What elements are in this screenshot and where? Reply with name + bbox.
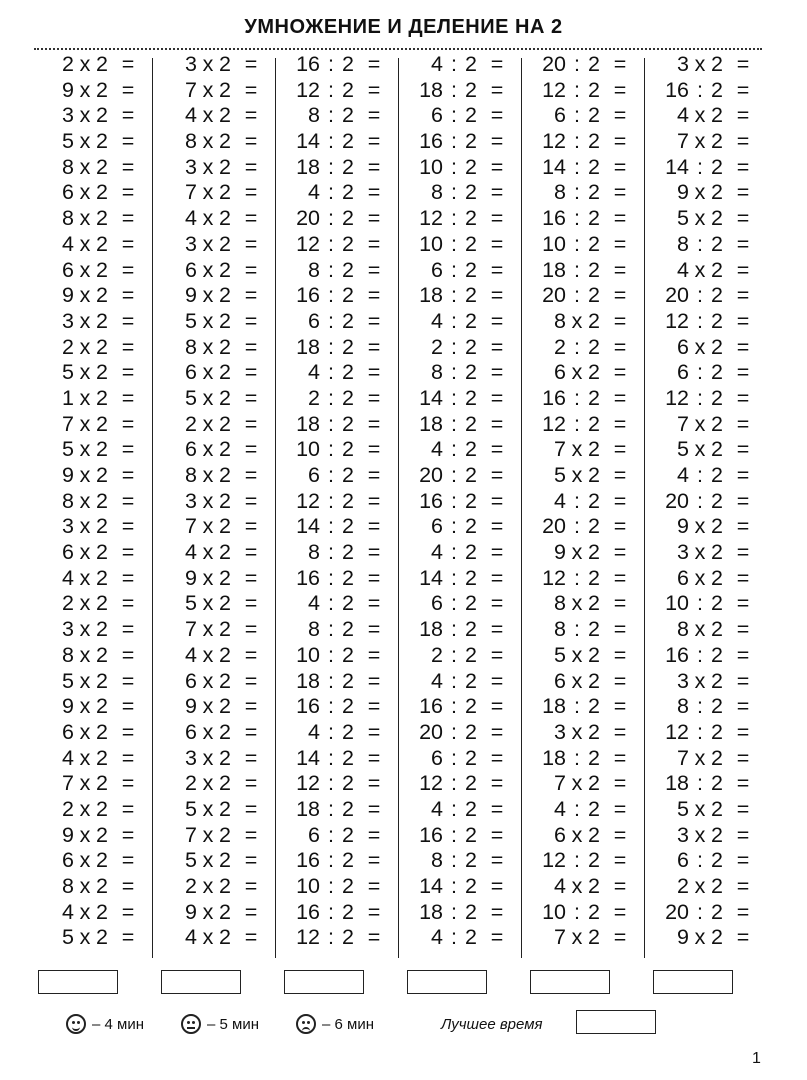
exercise-item: 18 : 2 =: [419, 617, 504, 642]
exercise-item: 3 x 2 =: [62, 514, 135, 539]
exercise-column-1: [34, 52, 152, 951]
exercise-item: 5 x 2 =: [677, 206, 750, 231]
exercise-item: 4 x 2 =: [185, 642, 258, 667]
legend-label: – 6 мин: [322, 1015, 374, 1033]
answer-boxes: [0, 970, 807, 996]
exercise-item: 9 x 2 =: [62, 463, 135, 487]
exercise-item: 5 x 2 =: [185, 385, 258, 410]
exercise-item: 18 : 2 =: [542, 257, 627, 282]
exercise-item: 16 : 2 =: [296, 848, 381, 873]
exercise-item: 6 : 2 =: [677, 848, 750, 873]
exercise-item: 12 : 2 =: [419, 771, 504, 796]
exercise-item: 6 x 2 =: [62, 257, 135, 282]
exercise-item: 9 x 2 =: [62, 822, 135, 847]
exercise-item: 10 : 2 =: [296, 642, 381, 667]
legend-item-5min: [181, 1014, 259, 1034]
exercise-item: 12 : 2 =: [665, 385, 750, 410]
exercise-item: 18 : 2 =: [296, 668, 381, 693]
exercise-item: 12 : 2 =: [296, 488, 381, 513]
exercise-item: 6 : 2 =: [677, 360, 750, 385]
exercise-item: 8 : 2 =: [554, 180, 627, 205]
exercise-item: 4 x 2 =: [62, 231, 135, 256]
exercise-item: 9 x 2 =: [677, 925, 750, 950]
exercise-item: 5 x 2 =: [185, 848, 258, 873]
time-legend: [0, 1010, 807, 1040]
exercise-item: 8 x 2 =: [62, 642, 135, 667]
exercise-item: 18 : 2 =: [419, 899, 504, 924]
exercise-item: 20 : 2 =: [542, 52, 627, 76]
exercise-item: 6 : 2 =: [554, 103, 627, 128]
exercise-item: 3 x 2 =: [185, 154, 258, 179]
exercise-item: 20 : 2 =: [665, 283, 750, 308]
exercise-item: 8 : 2 =: [431, 848, 504, 873]
exercise-item: 2 x 2 =: [62, 796, 135, 821]
column-separator: [521, 58, 522, 958]
exercise-item: 2 : 2 =: [554, 334, 627, 359]
exercise-column-5: [526, 52, 644, 951]
exercise-item: 5 x 2 =: [62, 437, 135, 462]
exercise-item: 5 x 2 =: [62, 360, 135, 385]
exercise-item: 4 x 2 =: [62, 745, 135, 770]
exercise-item: 4 : 2 =: [554, 488, 627, 513]
legend-item-6min: [296, 1014, 374, 1034]
exercise-item: 6 x 2 =: [62, 848, 135, 873]
exercise-item: 18 : 2 =: [542, 694, 627, 719]
exercise-item: 2 x 2 =: [677, 874, 750, 898]
exercise-item: 9 x 2 =: [185, 694, 258, 719]
exercise-item: 6 : 2 =: [308, 308, 381, 333]
exercise-item: 8 : 2 =: [308, 257, 381, 282]
exercise-item: 2 : 2 =: [431, 334, 504, 359]
exercise-item: 7 x 2 =: [554, 437, 627, 462]
page-title: УМНОЖЕНИЕ И ДЕЛЕНИЕ НА 2: [244, 16, 563, 38]
exercise-item: 8 : 2 =: [554, 617, 627, 642]
smile-face-icon: [66, 1014, 86, 1034]
exercise-item: 7 x 2 =: [185, 77, 258, 102]
exercise-item: 12 : 2 =: [542, 77, 627, 102]
exercise-item: 10 : 2 =: [419, 231, 504, 256]
exercise-item: 4 x 2 =: [62, 565, 135, 590]
exercise-item: 3 x 2 =: [62, 103, 135, 128]
exercise-item: 7 x 2 =: [185, 617, 258, 642]
exercise-item: 9 x 2 =: [677, 514, 750, 539]
exercise-item: 4 : 2 =: [431, 308, 504, 333]
exercise-item: 3 x 2 =: [677, 540, 750, 565]
exercise-item: 12 : 2 =: [665, 719, 750, 744]
exercise-item: 9 x 2 =: [62, 694, 135, 719]
exercise-item: 8 x 2 =: [677, 617, 750, 642]
exercise-item: 9 x 2 =: [185, 899, 258, 924]
exercise-item: 12 : 2 =: [419, 206, 504, 231]
exercise-item: 18 : 2 =: [296, 411, 381, 436]
exercise-item: 6 : 2 =: [308, 463, 381, 487]
column-separator: [152, 58, 153, 958]
exercise-item: 8 x 2 =: [185, 334, 258, 359]
exercise-item: 3 x 2 =: [677, 822, 750, 847]
exercise-item: 8 : 2 =: [308, 617, 381, 642]
exercise-item: 4 x 2 =: [554, 874, 627, 898]
exercise-item: 18 : 2 =: [419, 411, 504, 436]
exercise-item: 7 x 2 =: [554, 925, 627, 950]
exercise-item: 3 x 2 =: [677, 52, 750, 76]
exercise-item: 5 x 2 =: [677, 796, 750, 821]
exercise-item: 20 : 2 =: [419, 719, 504, 744]
exercise-item: 6 x 2 =: [185, 719, 258, 744]
exercise-item: 2 x 2 =: [62, 52, 135, 76]
exercise-item: 18 : 2 =: [542, 745, 627, 770]
exercise-item: 16 : 2 =: [296, 565, 381, 590]
exercise-item: 5 x 2 =: [554, 642, 627, 667]
exercise-item: 2 : 2 =: [431, 642, 504, 667]
exercise-item: 7 x 2 =: [185, 514, 258, 539]
exercise-item: 14 : 2 =: [665, 154, 750, 179]
exercise-item: 6 x 2 =: [185, 257, 258, 282]
exercise-item: 8 : 2 =: [431, 360, 504, 385]
exercise-item: 10 : 2 =: [296, 874, 381, 898]
exercise-item: 6 x 2 =: [677, 565, 750, 590]
exercise-item: 16 : 2 =: [419, 488, 504, 513]
exercise-item: 8 x 2 =: [185, 463, 258, 487]
time-box-3[interactable]: [284, 970, 364, 994]
exercise-item: 12 : 2 =: [296, 77, 381, 102]
exercise-item: 12 : 2 =: [665, 308, 750, 333]
exercise-item: 3 x 2 =: [554, 719, 627, 744]
column-separator: [275, 58, 276, 958]
exercise-item: 18 : 2 =: [665, 771, 750, 796]
exercise-item: 10 : 2 =: [419, 154, 504, 179]
exercise-item: 18 : 2 =: [296, 796, 381, 821]
exercise-item: 4 : 2 =: [431, 437, 504, 462]
exercise-item: 6 x 2 =: [554, 668, 627, 693]
exercise-item: 3 x 2 =: [62, 308, 135, 333]
exercise-item: 10 : 2 =: [542, 899, 627, 924]
exercise-item: 8 : 2 =: [677, 231, 750, 256]
exercise-item: 16 : 2 =: [296, 694, 381, 719]
exercise-item: 7 x 2 =: [185, 822, 258, 847]
exercise-item: 9 x 2 =: [62, 283, 135, 308]
exercise-item: 7 x 2 =: [62, 771, 135, 796]
exercise-column-2: [157, 52, 275, 951]
exercise-item: 20 : 2 =: [542, 283, 627, 308]
exercise-item: 18 : 2 =: [419, 283, 504, 308]
exercise-item: 8 : 2 =: [431, 180, 504, 205]
exercise-column-4: [403, 52, 521, 951]
exercise-item: 8 : 2 =: [677, 694, 750, 719]
exercise-item: 4 x 2 =: [677, 103, 750, 128]
exercise-item: 6 : 2 =: [431, 514, 504, 539]
column-separator: [398, 58, 399, 958]
exercise-item: 10 : 2 =: [665, 591, 750, 616]
exercise-item: 4 : 2 =: [431, 796, 504, 821]
exercise-item: 3 x 2 =: [62, 617, 135, 642]
exercise-item: 4 x 2 =: [185, 206, 258, 231]
time-box-2[interactable]: [161, 970, 241, 994]
exercise-item: 9 x 2 =: [185, 565, 258, 590]
exercise-item: 6 x 2 =: [62, 540, 135, 565]
exercise-item: 2 x 2 =: [185, 874, 258, 898]
exercise-item: 6 : 2 =: [431, 103, 504, 128]
exercise-item: 20 : 2 =: [542, 514, 627, 539]
exercise-item: 20 : 2 =: [665, 899, 750, 924]
exercise-item: 16 : 2 =: [665, 642, 750, 667]
exercise-item: 14 : 2 =: [296, 745, 381, 770]
exercise-item: 20 : 2 =: [665, 488, 750, 513]
exercise-item: 8 : 2 =: [308, 540, 381, 565]
exercise-item: 20 : 2 =: [419, 463, 504, 487]
exercise-item: 4 : 2 =: [308, 591, 381, 616]
best-time-label: Лучшее время: [441, 1016, 543, 1033]
exercise-item: 6 x 2 =: [62, 180, 135, 205]
exercise-item: 6 x 2 =: [554, 822, 627, 847]
page-number: 1: [752, 1050, 761, 1067]
exercise-item: 3 x 2 =: [185, 52, 258, 76]
exercise-item: 12 : 2 =: [542, 848, 627, 873]
exercise-item: 14 : 2 =: [296, 129, 381, 154]
exercise-item: 7 x 2 =: [677, 745, 750, 770]
exercise-item: 16 : 2 =: [665, 77, 750, 102]
exercise-item: 14 : 2 =: [419, 874, 504, 898]
exercise-item: 8 x 2 =: [554, 591, 627, 616]
exercise-item: 16 : 2 =: [542, 385, 627, 410]
exercise-item: 18 : 2 =: [296, 334, 381, 359]
exercise-item: 16 : 2 =: [419, 129, 504, 154]
exercise-item: 4 x 2 =: [185, 103, 258, 128]
exercise-item: 18 : 2 =: [296, 154, 381, 179]
exercise-item: 5 x 2 =: [185, 308, 258, 333]
exercise-item: 2 x 2 =: [185, 771, 258, 796]
exercise-item: 2 : 2 =: [308, 385, 381, 410]
exercise-item: 14 : 2 =: [542, 154, 627, 179]
exercise-item: 9 x 2 =: [62, 77, 135, 102]
exercise-item: 1 x 2 =: [62, 385, 135, 410]
exercise-item: 8 x 2 =: [62, 206, 135, 231]
exercise-item: 6 : 2 =: [431, 257, 504, 282]
exercise-item: 4 : 2 =: [431, 540, 504, 565]
exercise-item: 14 : 2 =: [296, 514, 381, 539]
exercise-item: 12 : 2 =: [542, 129, 627, 154]
exercise-item: 5 x 2 =: [554, 463, 627, 487]
exercise-item: 6 : 2 =: [431, 745, 504, 770]
exercise-item: 12 : 2 =: [542, 411, 627, 436]
exercise-item: 10 : 2 =: [296, 437, 381, 462]
exercise-item: 8 x 2 =: [185, 129, 258, 154]
legend-label: – 5 мин: [207, 1015, 259, 1033]
exercise-item: 2 x 2 =: [62, 334, 135, 359]
exercise-item: 16 : 2 =: [296, 899, 381, 924]
legend-item-4min: [66, 1014, 144, 1034]
exercise-item: 4 x 2 =: [185, 540, 258, 565]
neutral-face-icon: [181, 1014, 201, 1034]
exercise-item: 9 x 2 =: [185, 283, 258, 308]
title-divider: [34, 48, 762, 50]
exercise-item: 4 : 2 =: [308, 180, 381, 205]
exercise-item: 9 x 2 =: [554, 540, 627, 565]
exercise-item: 6 x 2 =: [677, 334, 750, 359]
exercise-item: 6 x 2 =: [185, 668, 258, 693]
exercise-item: 4 : 2 =: [431, 52, 504, 76]
exercise-item: 4 x 2 =: [185, 925, 258, 950]
exercise-item: 14 : 2 =: [419, 565, 504, 590]
exercise-item: 12 : 2 =: [296, 231, 381, 256]
exercise-item: 8 x 2 =: [62, 154, 135, 179]
best-time-box[interactable]: [576, 1010, 656, 1034]
exercise-item: 5 x 2 =: [185, 796, 258, 821]
exercise-item: 5 x 2 =: [185, 591, 258, 616]
exercise-item: 5 x 2 =: [62, 925, 135, 950]
exercise-item: 16 : 2 =: [419, 694, 504, 719]
exercise-item: 4 x 2 =: [62, 899, 135, 924]
exercise-item: 20 : 2 =: [296, 206, 381, 231]
exercise-item: 7 x 2 =: [62, 411, 135, 436]
exercise-item: 4 : 2 =: [554, 796, 627, 821]
exercise-item: 16 : 2 =: [542, 206, 627, 231]
exercise-item: 5 x 2 =: [62, 129, 135, 154]
exercise-item: 4 : 2 =: [677, 463, 750, 487]
time-box-5[interactable]: [530, 970, 610, 994]
exercise-item: 8 : 2 =: [308, 103, 381, 128]
exercise-item: 6 x 2 =: [62, 719, 135, 744]
exercise-item: 12 : 2 =: [296, 925, 381, 950]
exercise-item: 16 : 2 =: [296, 52, 381, 76]
exercise-item: 4 : 2 =: [431, 668, 504, 693]
exercise-item: 5 x 2 =: [62, 668, 135, 693]
exercise-item: 3 x 2 =: [185, 745, 258, 770]
exercise-item: 7 x 2 =: [677, 411, 750, 436]
exercise-item: 16 : 2 =: [296, 283, 381, 308]
exercise-item: 6 : 2 =: [308, 822, 381, 847]
exercise-item: 4 : 2 =: [308, 719, 381, 744]
exercise-item: 7 x 2 =: [677, 129, 750, 154]
exercise-column-3: [280, 52, 398, 951]
exercise-item: 3 x 2 =: [677, 668, 750, 693]
exercise-item: 2 x 2 =: [185, 411, 258, 436]
exercise-item: 12 : 2 =: [296, 771, 381, 796]
exercise-item: 2 x 2 =: [62, 591, 135, 616]
exercise-item: 4 x 2 =: [677, 257, 750, 282]
exercise-item: 7 x 2 =: [554, 771, 627, 796]
column-separator: [644, 58, 645, 958]
legend-label: – 4 мин: [92, 1015, 144, 1033]
exercise-item: 3 x 2 =: [185, 231, 258, 256]
exercise-item: 5 x 2 =: [677, 437, 750, 462]
exercise-item: 6 : 2 =: [431, 591, 504, 616]
exercise-item: 4 : 2 =: [431, 925, 504, 950]
exercise-item: 6 x 2 =: [554, 360, 627, 385]
exercise-item: 6 x 2 =: [185, 437, 258, 462]
exercise-item: 4 : 2 =: [308, 360, 381, 385]
exercise-item: 12 : 2 =: [542, 565, 627, 590]
exercise-item: 16 : 2 =: [419, 822, 504, 847]
sad-face-icon: [296, 1014, 316, 1034]
exercise-column-6: [649, 52, 767, 951]
exercise-item: 8 x 2 =: [62, 874, 135, 898]
exercise-item: 9 x 2 =: [677, 180, 750, 205]
exercise-item: 8 x 2 =: [554, 308, 627, 333]
exercise-item: 7 x 2 =: [185, 180, 258, 205]
exercise-item: 3 x 2 =: [185, 488, 258, 513]
exercise-item: 10 : 2 =: [542, 231, 627, 256]
time-box-4[interactable]: [407, 970, 487, 994]
exercise-item: 8 x 2 =: [62, 488, 135, 513]
exercise-item: 18 : 2 =: [419, 77, 504, 102]
time-box-6[interactable]: [653, 970, 733, 994]
exercise-item: 14 : 2 =: [419, 385, 504, 410]
exercise-item: 6 x 2 =: [185, 360, 258, 385]
time-box-1[interactable]: [38, 970, 118, 994]
